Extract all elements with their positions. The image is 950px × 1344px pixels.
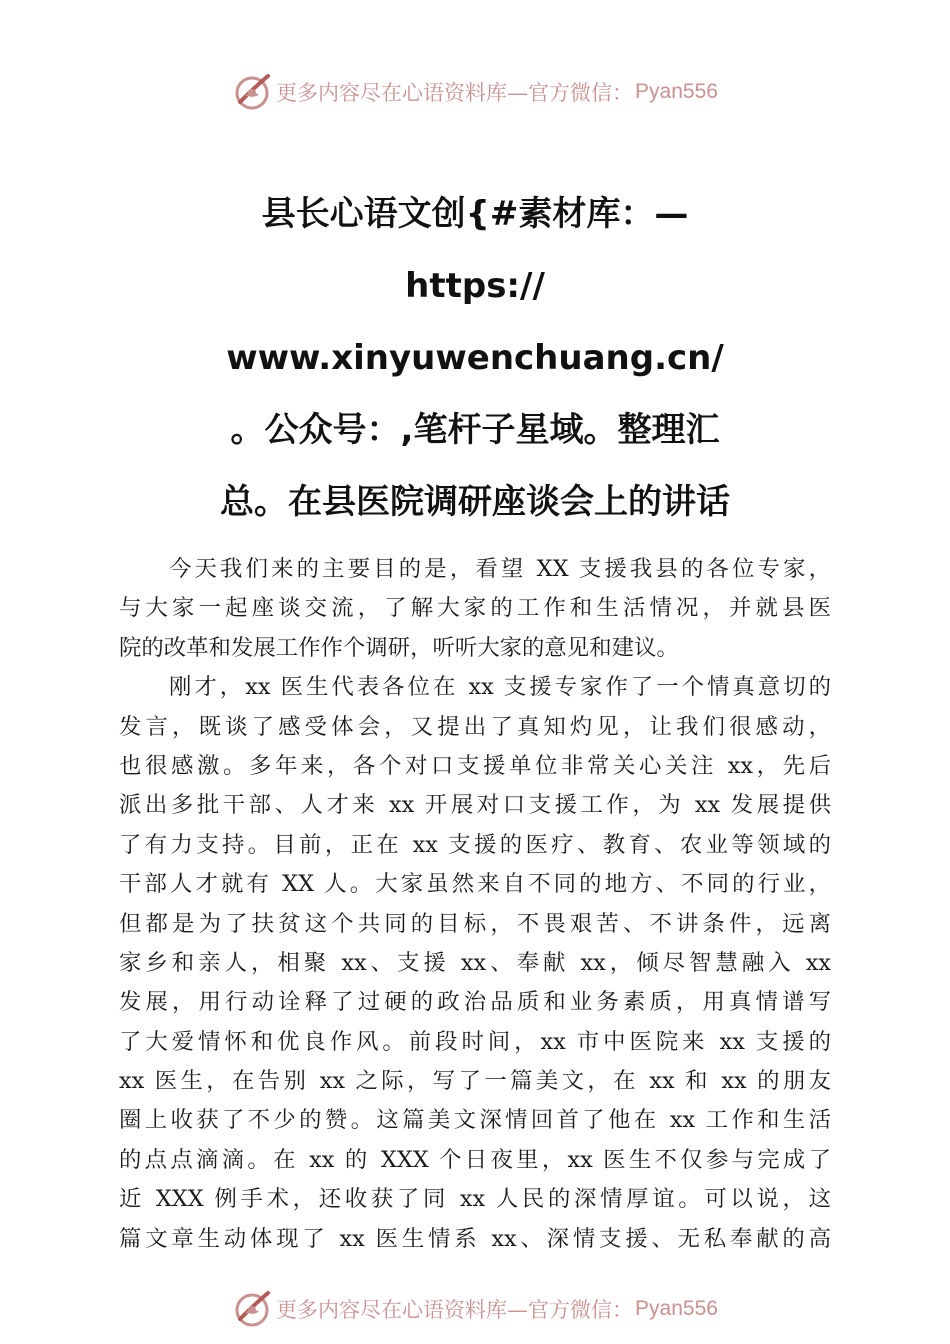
footer-watermark <box>0 1289 950 1329</box>
title-line: 总。在县医院调研座谈会上的讲话 <box>220 482 730 522</box>
paragraph-line: 了有力支持。目前，正在 xx 支援的医疗、教育、农业等领域的 <box>119 831 831 858</box>
watermark-wechat-id: Pyan556 <box>635 80 718 103</box>
paragraph-line: 干部人才就有 XX 人。大家虽然来自不同的地方、不同的行业， <box>119 871 831 898</box>
document-title <box>100 178 850 538</box>
paragraph-line: 院的改革和发展工作作个调研，听听大家的意见和建议。 <box>119 634 679 661</box>
brush-logo-icon <box>232 1289 272 1329</box>
paragraph-line: 今天我们来的主要目的是，看望 XX 支援我县的各位专家， <box>169 556 831 582</box>
title-line: https:// <box>405 266 545 306</box>
paragraph-line: xx 医生，在告别 xx 之际，写了一篇美文，在 xx 和 xx 的朋友 <box>119 1068 831 1095</box>
paragraph-line: 但都是为了扶贫这个共同的目标，不畏艰苦、不讲条件，远离 <box>119 910 831 937</box>
paragraph-line: 刚才，xx 医生代表各位在 xx 支援专家作了一个情真意切的 <box>169 674 831 701</box>
watermark-text: 更多内容尽在心语资料库—官方微信： <box>276 1298 634 1322</box>
paragraph-line: 了大爱情怀和优良作风。前段时间，xx 市中医院来 xx 支援的 <box>119 1028 831 1055</box>
paragraph-line: 也很感激。多年来，各个对口支援单位非常关心关注 xx，先后 <box>119 752 831 779</box>
paragraph-line: 篇文章生动体现了 xx 医生情系 xx、深情支援、无私奉献的高 <box>119 1225 831 1252</box>
paragraph-line: 发展，用行动诠释了过硬的政治品质和业务素质，用真情谱写 <box>119 989 831 1016</box>
paragraph-line: 与大家一起座谈交流，了解大家的工作和生活情况，并就县医 <box>119 595 831 622</box>
paragraph-line: 发言，既谈了感受体会，又提出了真知灼见，让我们很感动， <box>119 713 831 740</box>
title-line: 。公众号：,笔杆子星域。整理汇 <box>230 410 720 450</box>
title-line: www.xinyuwenchuang.cn/ <box>226 338 724 378</box>
paragraph-line: 近 XXX 例手术，还收获了同 xx 人民的深情厚谊。可以说，这 <box>119 1186 831 1213</box>
document-body <box>119 550 831 1259</box>
paragraph-line: 的点点滴滴。在 xx 的 XXX 个日夜里，xx 医生不仅参与完成了 <box>119 1146 831 1173</box>
paragraph-line: 家乡和亲人，相聚 xx、支援 xx、奉献 xx，倾尽智慧融入 xx <box>119 949 831 976</box>
title-line: 县长心语文创{#素材库：— <box>261 194 689 234</box>
brush-logo-icon <box>232 72 272 112</box>
watermark-wechat-id: Pyan556 <box>635 1297 718 1320</box>
paragraph-line: 圈上收获了不少的赞。这篇美文深情回首了他在 xx 工作和生活 <box>119 1107 831 1134</box>
header-watermark <box>0 72 950 112</box>
paragraph-line: 派出多批干部、人才来 xx 开展对口支援工作，为 xx 发展提供 <box>119 792 831 819</box>
watermark-text: 更多内容尽在心语资料库—官方微信： <box>276 81 634 105</box>
